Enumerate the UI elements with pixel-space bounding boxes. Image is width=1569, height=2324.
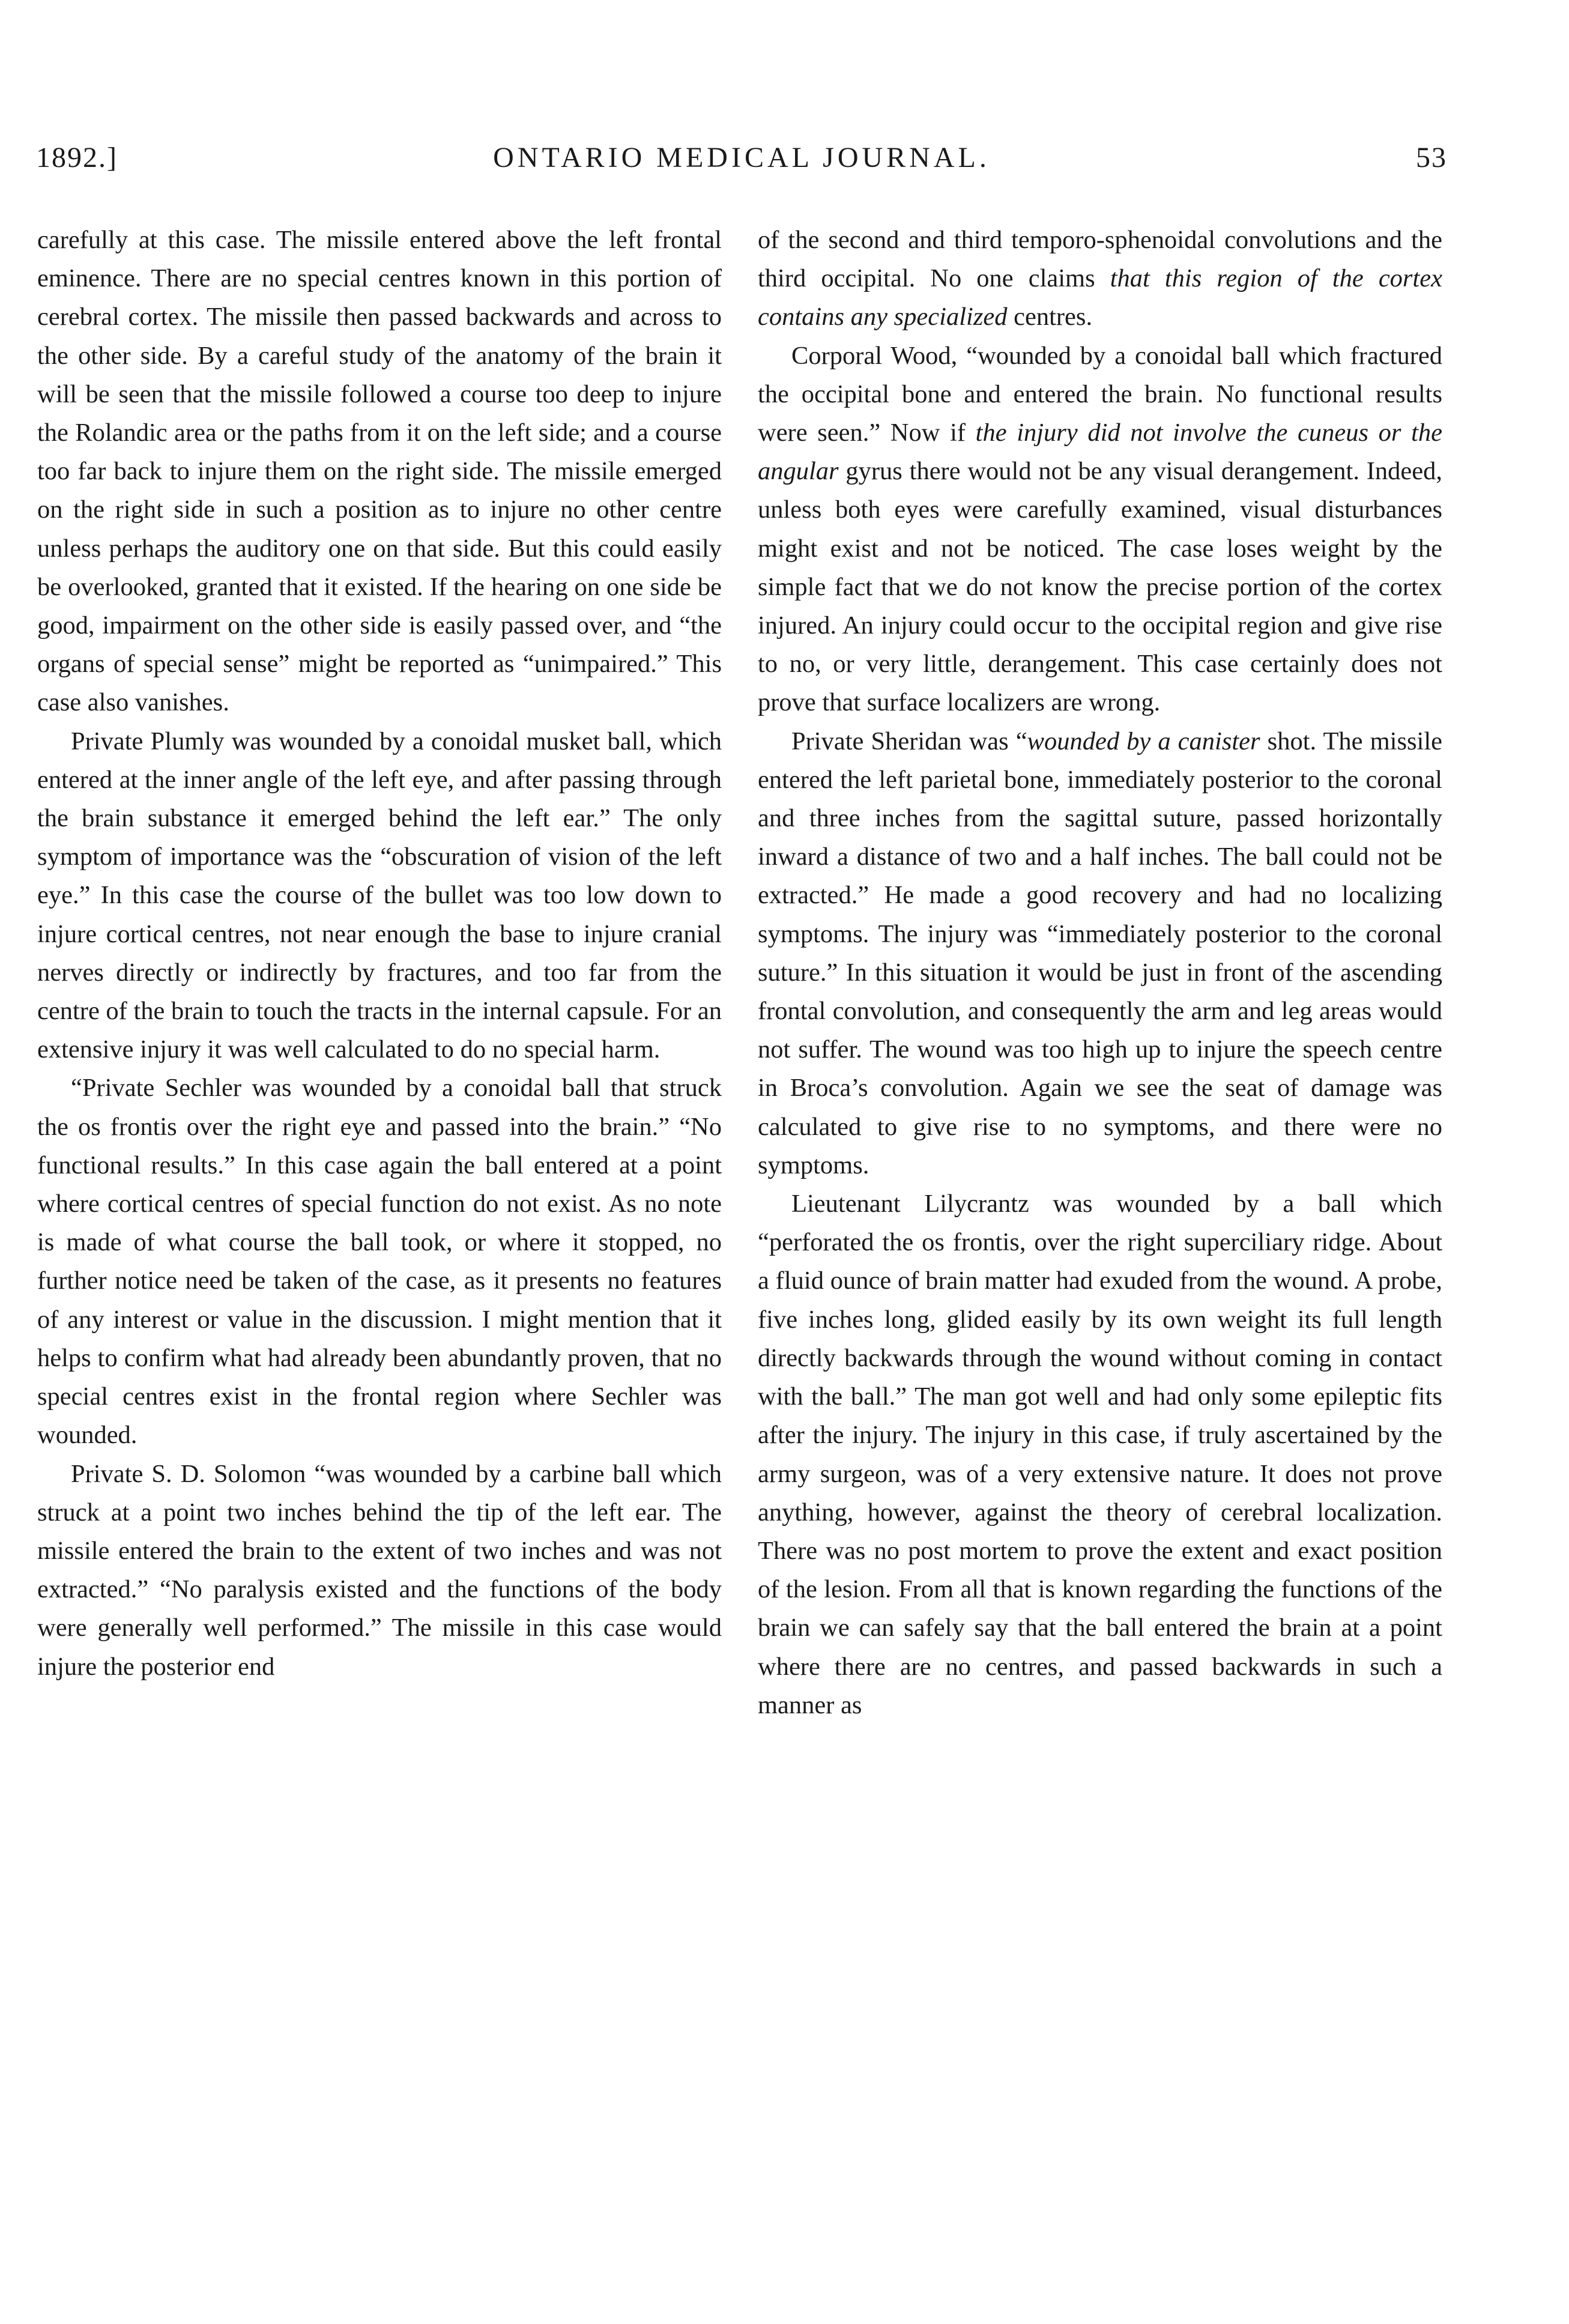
- right-p3-text: Private Sheridan was “: [791, 727, 1027, 755]
- left-column: [37, 221, 722, 2251]
- right-p3-end: shot. The missile entered the left parietal bone, immediately posterior to the coronal and three inches from the sagittal suture, passed horizontally inward a distance of two and a half inches. The ball could not be extracted.” He made a good recovery and had no localizing symptoms. The injury was “immediately posterior to the coronal suture.” In this situation it would be just in front of the ascending frontal convolution, and consequently the arm and leg areas would not suffer. The wound was too high up to injure the speech centre in Broca’s convolution. Again we see the seat of damage was calculated to give rise to no symptoms, and there were no symptoms.: [758, 727, 1442, 1179]
- right-p2-end: gyrus there would not be any visual derangement. Indeed, unless both eyes were carefully examined, visual disturbances might exist and not be noticed. The case loses weight by the simple fact that we do not know the precise portion of the cortex injured. An injury could occur to the occipital region and give rise to no, or very little, derangement. This case certainly does not prove that surface localizers are wrong.: [758, 457, 1442, 717]
- right-p1-end: centres.: [1014, 303, 1093, 331]
- right-paragraph-lilycrantz: Lieutenant Lilycrantz was wounded by a ball which “perforated the os frontis, over the right superciliary ridge. About a fluid ounce of brain matter had exuded from the wound. A probe, five inches long, glided easily by its own weight its full length directly backwards through the wound without coming in contact with the ball.” The man got well and had only some epileptic fits after the injury. The injury in this case, if truly ascertained by the army surgeon, was of a very extensive nature. It does not prove anything, however, against the theory of cerebral localization. There was no post mortem to prove the extent and exact position of the lesion. From all that is known regarding the functions of the brain we can safely say that the ball entered the brain at a point where there are no centres, and passed backwards in such a manner as: [758, 1190, 1442, 1719]
- right-p1-italic: that this region of the cortex contains any specialized: [758, 264, 1442, 331]
- right-paragraph-1: [758, 221, 1442, 337]
- right-p3-italic: wounded by a canister: [1027, 727, 1260, 755]
- left-paragraph-plumly: Private Plumly was wounded by a conoidal musket ball, which entered at the inner angle of the left eye, and after passing through the brain substance it emerged behind the left ear.” The only symptom of importance was the “obscuration of vision of the left eye.” In this case the course of the bullet was too low down to injure cortical centres, not near enough the base to injure cranial nerves directly or indirectly by fractures, and too far from the centre of the brain to touch the tracts in the internal capsule. For an extensive injury it was well calculated to do no special harm.: [37, 727, 722, 1064]
- right-paragraph-wood: [758, 337, 1442, 722]
- left-paragraph-1: carefully at this case. The missile entered above the left frontal eminence. There are no special centres known in this portion of cerebral cortex. The missile then passed backwards and across to the other side. By a careful study of the anatomy of the brain it will be seen that the missile followed a course too deep to injure the Rolandic area or the paths from it on the left side; and a course too far back to injure them on the right side. The missile emerged on the right side in such a position as to injure no other centre unless perhaps the auditory one on that side. But this could easily be overlooked, granted that it existed. If the hearing on one side be good, impairment on the other side is easily passed over, and “the organs of special sense” might be reported as “unimpaired.” This case also vanishes.: [37, 226, 722, 717]
- right-column: [758, 221, 1442, 2251]
- page-number: 53: [1416, 142, 1447, 174]
- running-header: [36, 141, 1447, 189]
- right-p2-text: Corporal Wood, “wounded by a conoidal ball which fractured the occipital bone and entered the brain. No functional results were seen.” Now if: [758, 341, 1442, 447]
- left-paragraph-solomon: Private S. D. Solomon “was wounded by a carbine ball which struck at a point two inches behind the tip of the left ear. The missile entered the brain to the extent of two inches and was not extracted.” “No paralysis existed and the functions of the body were generally well performed.” The missile in this case would injure the posterior end: [37, 1459, 722, 1681]
- header-year: 1892.]: [36, 142, 118, 174]
- right-p1-text: of the second and third temporo-sphenoidal convolutions and the third occipital. No one claims: [758, 226, 1442, 293]
- right-paragraph-sheridan: [758, 722, 1442, 1185]
- right-p2-italic: the injury did not involve the cuneus or the angular: [758, 419, 1442, 486]
- journal-title: ONTARIO MEDICAL JOURNAL.: [493, 142, 990, 174]
- left-paragraph-sechler: “Private Sechler was wounded by a conoidal ball that struck the os frontis over the right eye and passed into the brain.” “No functional results.” In this case again the ball entered at a point where cortical centres of special function do not exist. As no note is made of what course the ball took, or where it stopped, no further notice need be taken of the case, as it presents no features of any interest or value in the discussion. I might mention that it helps to confirm what had already been abundantly proven, that no special centres exist in the frontal region where Sechler was wounded.: [37, 1074, 722, 1450]
